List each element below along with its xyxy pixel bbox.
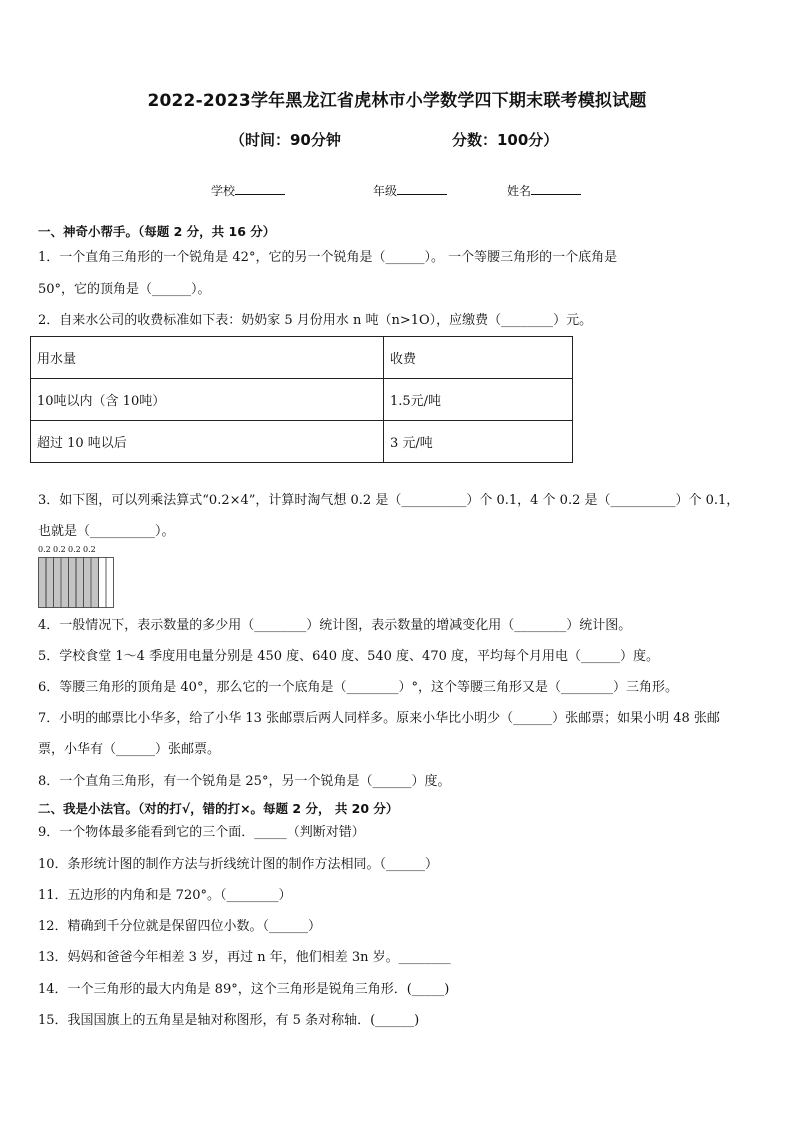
question-7-line-1: 7．小明的邮票比小华多，给了小华 13 张邮票后两人同样多。原来小华比小明少（______）张邮票；如果小明 48 张邮 xyxy=(38,711,720,726)
table-cell: 3 元/吨 xyxy=(384,421,573,463)
question-14: 14．一个三角形的最大内角是 89°，这个三角形是锐角三角形．(_____) xyxy=(38,982,450,997)
decimal-figure-labels xyxy=(38,545,98,554)
question-6: 6．等腰三角形的顶角是 40°，那么它的一个底角是（________）°，这个等腰三角形又是（________）三角形。 xyxy=(38,680,678,695)
question-3-line-1: 3．如下图，可以列乘法算式“0.2×4”，计算时淘气想 0.2 是（__________）个 0.1，4 个 0.2 是（__________）个 0.1， xyxy=(38,493,740,508)
question-5: 5．学校食堂 1～4 季度用电量分别是 450 度、640 度、540 度、470 度，平均每个月用电（______）度。 xyxy=(38,649,659,664)
school-blank xyxy=(235,182,285,195)
name-field xyxy=(507,182,581,199)
question-13: 13．妈妈和爸爸今年相差 3 岁，再过 n 年，他们相差 3n 岁。________ xyxy=(38,950,451,965)
table-cell: 超过 10 吨以后 xyxy=(31,421,384,463)
water-fee-table xyxy=(30,336,573,463)
school-label: 学校 xyxy=(211,184,236,198)
question-10: 10．条形统计图的制作方法与折线统计图的制作方法相同。（______） xyxy=(38,857,439,872)
question-8: 8．一个直角三角形，有一个锐角是 25°，另一个锐角是（______）度。 xyxy=(38,774,451,789)
table-cell: 收费 xyxy=(384,337,573,379)
table-cell: 10吨以内（含 10吨） xyxy=(31,379,384,421)
question-4: 4．一般情况下，表示数量的多少用（________）统计图，表示数量的增减变化用（________）统计图。 xyxy=(38,618,632,633)
table-cell: 用水量 xyxy=(31,337,384,379)
question-1-line-1: 1．一个直角三角形的一个锐角是 42°，它的另一个锐角是（______）。 一个等腰三角形的一个底角是 xyxy=(38,250,618,265)
figure-label: 0.2 xyxy=(68,545,81,554)
question-15: 15．我国国旗上的五角星是轴对称图形，有 5 条对称轴．(______) xyxy=(38,1013,420,1028)
grade-field xyxy=(373,182,447,199)
name-label: 姓名 xyxy=(507,184,532,198)
question-9: 9．一个物体最多能看到它的三个面．_____（判断对错） xyxy=(38,825,365,840)
figure-label: 0.2 xyxy=(53,545,66,554)
exam-title: 2022-2023学年黑龙江省虎林市小学数学四下期末联考模拟试题 xyxy=(147,91,647,111)
grade-blank xyxy=(397,182,447,195)
question-11: 11．五边形的内角和是 720°。（________） xyxy=(38,888,292,903)
question-1-line-2: 50°，它的顶角是（______）。 xyxy=(38,282,211,297)
table-cell: 1.5元/吨 xyxy=(384,379,573,421)
section-1-heading: 一、神奇小帮手。（每题 2 分，共 16 分） xyxy=(38,224,276,239)
section-2-heading: 二、我是小法官。（对的打√，错的打×。每题 2 分， 共 20 分） xyxy=(38,801,399,816)
question-12: 12．精确到千分位就是保留四位小数。（______） xyxy=(38,919,322,934)
table-row xyxy=(31,379,573,421)
grade-label: 年级 xyxy=(373,184,398,198)
decimal-strip-figure xyxy=(38,557,114,609)
figure-label: 0.2 xyxy=(38,545,51,554)
figure-label: 0.2 xyxy=(83,545,96,554)
school-field xyxy=(211,182,285,199)
question-7-line-2: 票，小华有（______）张邮票。 xyxy=(38,742,221,757)
exam-score: 分数：100分） xyxy=(452,131,559,149)
table-row xyxy=(31,421,573,463)
name-blank xyxy=(531,182,581,195)
question-3-line-2: 也就是（__________）。 xyxy=(38,524,175,539)
exam-time: （时间：90分钟 xyxy=(230,131,341,149)
table-row xyxy=(31,337,573,379)
question-2: 2．自来水公司的收费标准如下表：奶奶家 5 月份用水 n 吨（n>1O），应缴费（________）元。 xyxy=(38,313,593,328)
